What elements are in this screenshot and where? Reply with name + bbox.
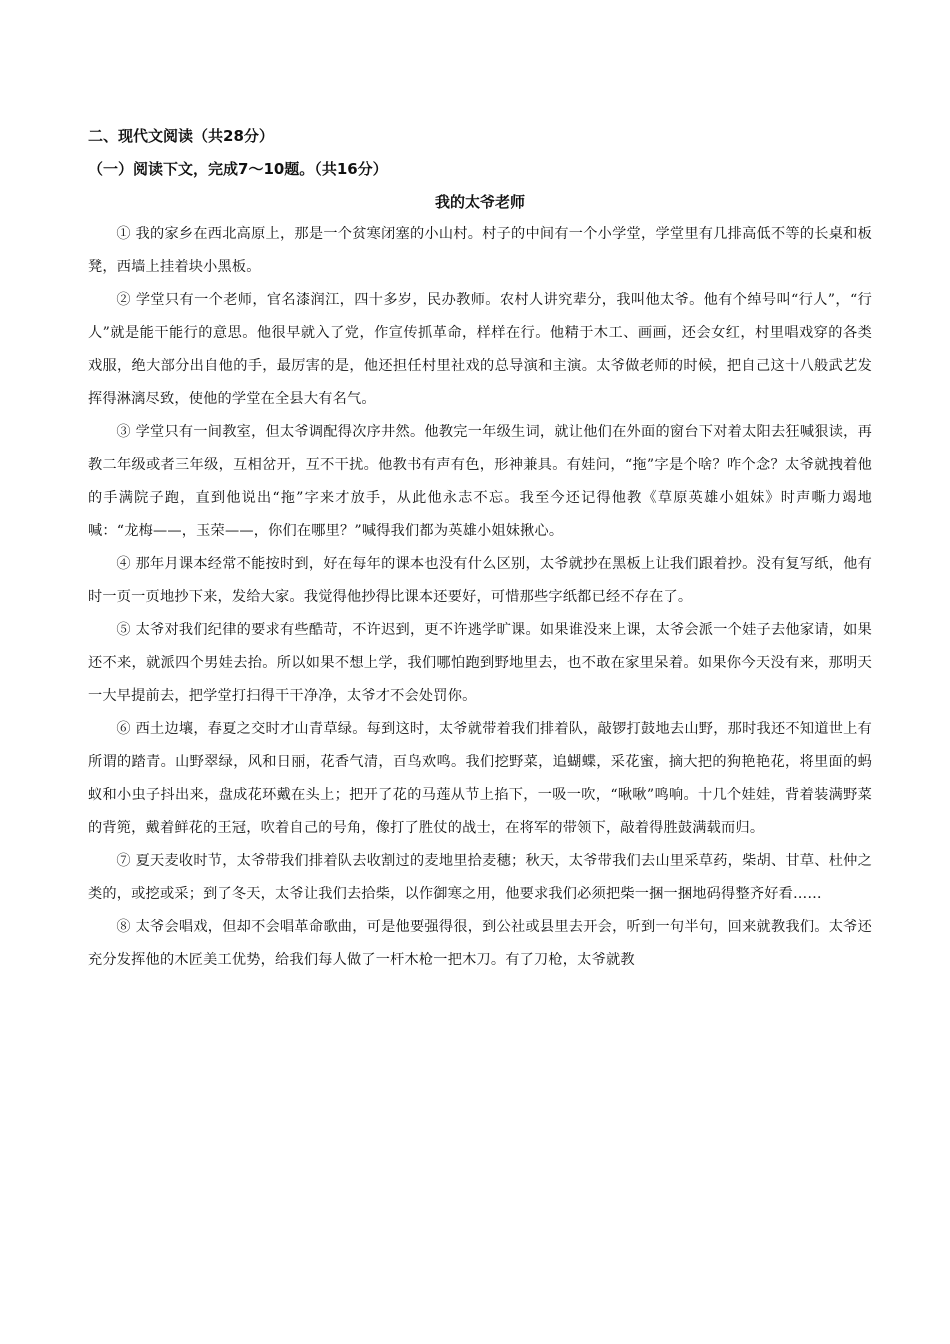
paragraph-6: ⑥ 西土边壤，春夏之交时才山青草绿。每到这时，太爷就带着我们排着队，敲锣打鼓地去山野，那时我还不知道世上有所谓的踏青。山野翠绿，风和日丽，花香气清，百鸟欢鸣。我们挖野菜，追蝴蝶，采花蜜，摘大把的狗艳艳花，将里面的蚂蚁和小虫子抖出来，盘成花环戴在头上；把开了花的马莲从节上掐下，一吸一吹，“啾啾”鸣响。十几个娃娃，背着装满野菜的背篼，戴着鲜花的王冠，吹着自己的号角，像打了胜仗的战士，在将军的带领下，敲着得胜鼓满载而归。: [88, 721, 872, 836]
document-page: [88, 124, 872, 977]
paragraph-4: ④ 那年月课本经常不能按时到，好在每年的课本也没有什么区别，太爷就抄在黑板上让我们跟着抄。没有复写纸，他有时一页一页地抄下来，发给大家。我觉得他抄得比课本还要好，可惜那些字纸都已经不存在了。: [88, 556, 872, 605]
article-title: 我的太爷老师: [434, 193, 525, 211]
paragraph-3: ③ 学堂只有一间教室，但太爷调配得次序井然。他教完一年级生词，就让他们在外面的窗台下对着太阳去狂喊狠读，再教二年级或者三年级，互相岔开，互不干扰。他教书有声有色，形神兼具。有娃问，“拖”字是个啥？咋个念？太爷就拽着他的手满院子跑，直到他说出“拖”字来才放手，从此他永志不忘。我至今还记得他教《草原英雄小姐妹》时声嘶力竭地喊：“龙梅——，玉荣——，你们在哪里？”喊得我们都为英雄小姐妹揪心。: [88, 424, 872, 539]
paragraph-2: ② 学堂只有一个老师，官名漆润江，四十多岁，民办教师。农村人讲究辈分，我叫他太爷。他有个绰号叫“行人”，“行人”就是能干能行的意思。他很早就入了党，作宣传抓革命，样样在行。他精于木工、画画，还会女红，村里唱戏穿的各类戏服，绝大部分出自他的手，最厉害的是，他还担任村里社戏的总导演和主演。太爷做老师的时候，把自己这十八般武艺发挥得淋漓尽致，使他的学堂在全县大有名气。: [88, 292, 872, 407]
section-heading: 二、现代文阅读（共28分）: [88, 127, 274, 145]
paragraph-7: ⑦ 夏天麦收时节，太爷带我们排着队去收割过的麦地里拾麦穗；秋天，太爷带我们去山里采草药，柴胡、甘草、杜仲之类的，或挖或采；到了冬天，太爷让我们去拾柴，以作御寒之用，他要求我们必须把柴一捆一捆地码得整齐好看……: [88, 853, 872, 902]
paragraph-8: ⑧ 太爷会唱戏，但却不会唱革命歌曲，可是他要强得很，到公社或县里去开会，听到一句半句，回来就教我们。太爷还充分发挥他的木匠美工优势，给我们每人做了一杆木枪一把木刀。有了刀枪，太爷就教: [88, 919, 872, 968]
sub-heading: （一）阅读下文，完成7～10题。（共16分）: [88, 160, 388, 178]
paragraph-1: ① 我的家乡在西北高原上，那是一个贫寒闭塞的小山村。村子的中间有一个小学堂，学堂里有几排高低不等的长桌和板凳，西墙上挂着块小黑板。: [88, 226, 872, 275]
paragraph-5: ⑤ 太爷对我们纪律的要求有些酷苛，不许迟到，更不许逃学旷课。如果谁没来上课，太爷会派一个娃子去他家请，如果还不来，就派四个男娃去抬。所以如果不想上学，我们哪怕跑到野地里去，也不敢在家里呆着。如果你今天没有来，那明天一大早提前去，把学堂打扫得干干净净，太爷才不会处罚你。: [88, 622, 872, 704]
